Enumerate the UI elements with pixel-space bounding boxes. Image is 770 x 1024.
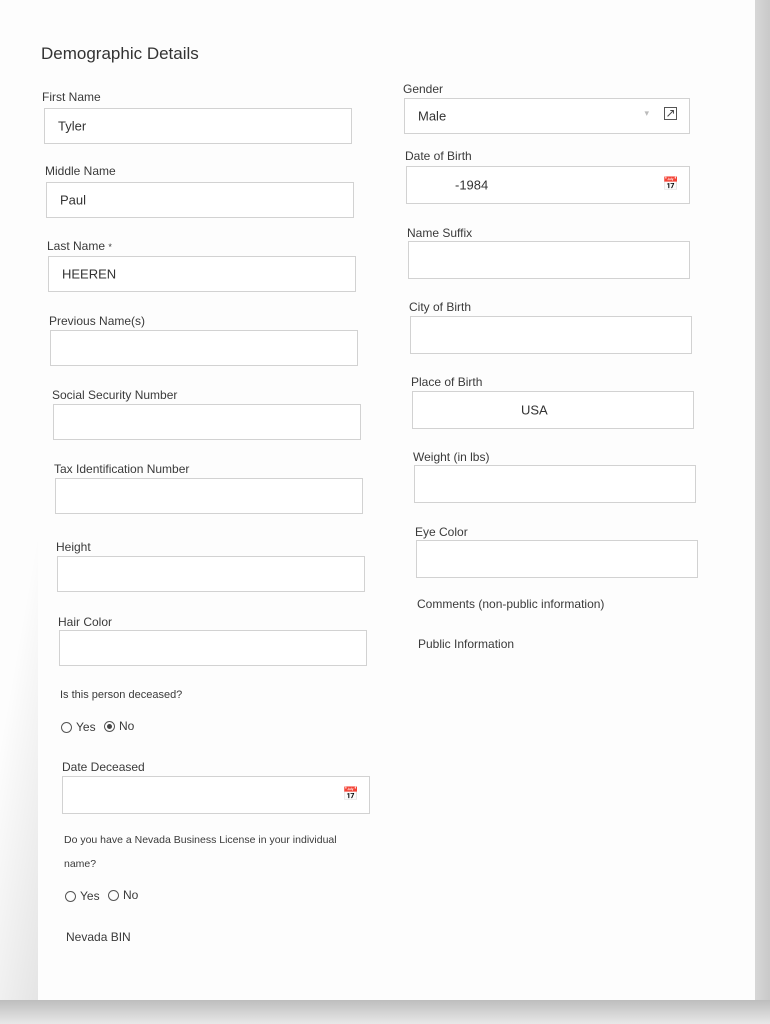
name-suffix-input[interactable]	[408, 241, 690, 279]
deceased-no-label: No	[119, 719, 135, 733]
previous-names-label: Previous Name(s)	[49, 314, 146, 328]
weight-label: Weight (in lbs)	[413, 450, 490, 464]
dob-value: -1984	[455, 177, 489, 193]
scan-right-edge	[755, 0, 770, 1024]
date-deceased-label: Date Deceased	[62, 760, 145, 774]
last-name-label-text: Last Name	[47, 239, 106, 253]
gender-value: Male	[418, 108, 447, 124]
hair-color-input[interactable]	[59, 630, 367, 666]
first-name-value: Tyler	[58, 118, 87, 134]
public-info-label: Public Information	[418, 637, 515, 651]
gender-label: Gender	[403, 82, 444, 96]
deceased-question: Is this person deceased?	[60, 689, 183, 701]
last-name-input[interactable]	[48, 256, 356, 292]
radio-selected-icon	[104, 721, 115, 732]
previous-names-input[interactable]	[50, 330, 358, 366]
deceased-yes-label: Yes	[76, 720, 96, 734]
tin-input[interactable]	[55, 478, 363, 514]
eye-color-input[interactable]	[416, 540, 698, 578]
calendar-icon[interactable]: 📅	[342, 786, 359, 801]
nv-license-no-label: No	[123, 888, 139, 902]
middle-name-label: Middle Name	[45, 164, 116, 178]
required-mark: *	[108, 242, 112, 252]
name-suffix-label: Name Suffix	[407, 226, 473, 240]
nv-license-question-line2: name?	[64, 858, 97, 870]
height-input[interactable]	[57, 556, 365, 592]
middle-name-input[interactable]	[46, 182, 354, 218]
first-name-input[interactable]	[44, 108, 352, 144]
nevada-bin-label: Nevada BIN	[66, 930, 131, 944]
first-name-label: First Name	[42, 90, 101, 104]
ssn-input[interactable]	[53, 404, 361, 440]
date-deceased-input[interactable]	[62, 776, 370, 814]
middle-name-value: Paul	[60, 192, 87, 208]
weight-input[interactable]	[414, 465, 696, 503]
nv-license-question-line1: Do you have a Nevada Business License in your individual	[64, 834, 337, 846]
scan-bottom-edge	[0, 1000, 770, 1024]
ssn-label: Social Security Number	[52, 388, 178, 402]
city-of-birth-input[interactable]	[410, 316, 692, 354]
place-of-birth-input[interactable]	[412, 391, 694, 429]
height-label: Height	[56, 540, 91, 554]
deceased-yes-radio[interactable]	[61, 720, 96, 734]
nv-license-yes-radio[interactable]	[65, 889, 100, 903]
calendar-icon[interactable]: 📅	[662, 176, 679, 191]
last-name-label	[47, 239, 112, 253]
place-of-birth-label: Place of Birth	[411, 375, 483, 389]
city-of-birth-label: City of Birth	[409, 300, 472, 314]
eye-color-label: Eye Color	[415, 525, 468, 539]
dob-input[interactable]	[406, 166, 690, 204]
comments-label: Comments (non-public information)	[417, 597, 605, 611]
dropdown-icon[interactable]: ↗	[665, 106, 676, 120]
page-title: Demographic Details	[41, 44, 199, 63]
radio-circle-icon	[108, 890, 119, 901]
chevron-down-icon: ▾	[644, 108, 649, 118]
hair-color-label: Hair Color	[58, 615, 113, 629]
place-of-birth-value: USA	[521, 402, 548, 418]
gender-select[interactable]	[404, 98, 690, 134]
nv-license-yes-label: Yes	[80, 889, 100, 903]
dob-label: Date of Birth	[405, 149, 472, 163]
radio-circle-icon	[61, 722, 72, 733]
radio-circle-icon	[65, 891, 76, 902]
last-name-value: HEEREN	[62, 266, 117, 282]
deceased-no-radio[interactable]	[104, 719, 134, 733]
nv-license-no-radio[interactable]	[108, 888, 138, 902]
tin-label: Tax Identification Number	[54, 462, 190, 476]
